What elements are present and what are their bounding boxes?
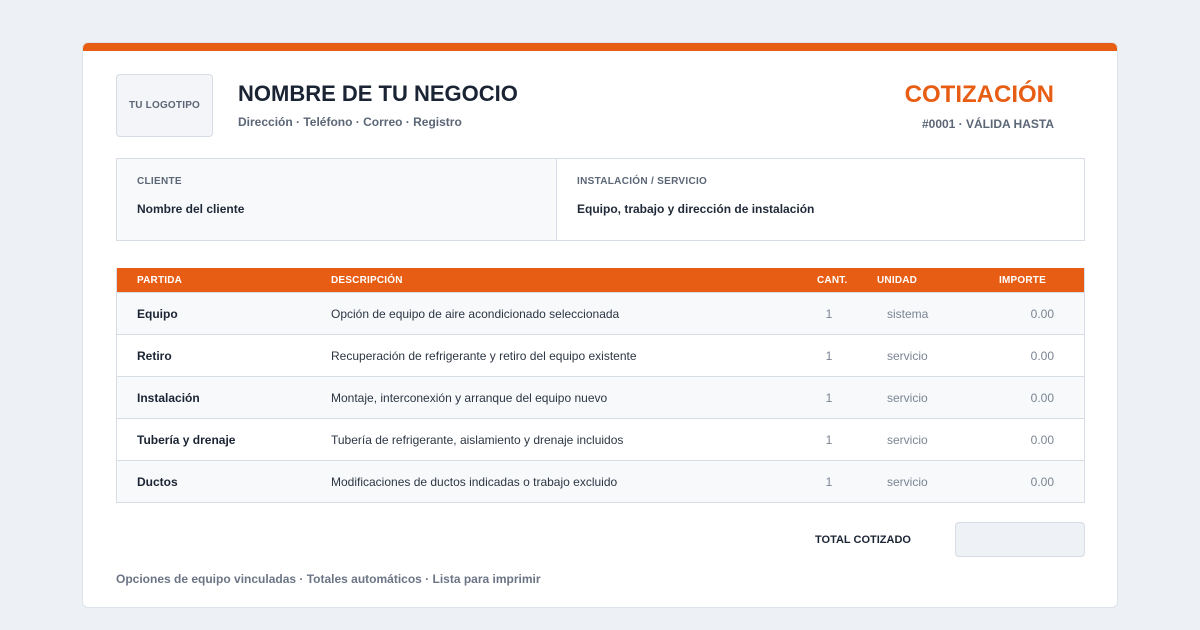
- row-item[interactable]: Tubería y drenaje: [137, 433, 236, 447]
- row-qty[interactable]: 1: [825, 391, 833, 405]
- row-description[interactable]: Modificaciones de ductos indicadas o trabajo excluido: [331, 475, 618, 489]
- row-unit[interactable]: servicio: [887, 391, 928, 405]
- header-description: DESCRIPCIÓN: [331, 275, 403, 286]
- total-label: TOTAL COTIZADO: [815, 534, 911, 546]
- row-item[interactable]: Retiro: [137, 349, 172, 363]
- header-qty: CANT.: [817, 275, 848, 286]
- row-qty[interactable]: 1: [825, 307, 833, 321]
- row-qty[interactable]: 1: [825, 475, 833, 489]
- row-item[interactable]: Equipo: [137, 307, 178, 321]
- header-item: PARTIDA: [137, 275, 183, 286]
- row-description[interactable]: Montaje, interconexión y arranque del equipo nuevo: [331, 391, 608, 405]
- row-unit[interactable]: sistema: [887, 307, 929, 321]
- client-name-field[interactable]: Nombre del cliente: [137, 202, 245, 216]
- row-qty[interactable]: 1: [825, 349, 833, 363]
- client-cell: [117, 159, 557, 240]
- business-name[interactable]: NOMBRE DE TU NEGOCIO: [238, 81, 518, 106]
- row-unit[interactable]: servicio: [887, 349, 928, 363]
- footer-note: Opciones de equipo vinculadas · Totales automáticos · Lista para imprimir: [116, 572, 541, 586]
- client-label: CLIENTE: [137, 176, 182, 187]
- row-item[interactable]: Instalación: [137, 391, 200, 405]
- row-description[interactable]: Opción de equipo de aire acondicionado seleccionada: [331, 307, 620, 321]
- business-meta[interactable]: Dirección · Teléfono · Correo · Registro: [238, 115, 462, 129]
- table-row: [117, 334, 1084, 376]
- row-qty[interactable]: 1: [825, 433, 833, 447]
- quote-card: [82, 42, 1118, 608]
- row-unit[interactable]: servicio: [887, 433, 928, 447]
- table-row: [117, 460, 1084, 502]
- line-items-table: [116, 268, 1085, 503]
- row-amount[interactable]: 0.00: [1030, 475, 1054, 489]
- document-title: COTIZACIÓN: [904, 81, 1054, 108]
- table-row: [117, 376, 1084, 418]
- header-unit: UNIDAD: [877, 275, 918, 286]
- table-row: [117, 292, 1084, 334]
- row-item[interactable]: Ductos: [137, 475, 178, 489]
- accent-bar: [83, 43, 1117, 51]
- info-section: [116, 158, 1085, 241]
- service-label: INSTALACIÓN / SERVICIO: [577, 176, 708, 187]
- logo-placeholder[interactable]: TU LOGOTIPO: [116, 74, 213, 137]
- row-amount[interactable]: 0.00: [1030, 433, 1054, 447]
- table-header: [117, 268, 1084, 292]
- row-unit[interactable]: servicio: [887, 475, 928, 489]
- row-amount[interactable]: 0.00: [1030, 307, 1054, 321]
- table-body: [117, 292, 1084, 502]
- total-value-field[interactable]: [955, 522, 1085, 557]
- row-description[interactable]: Tubería de refrigerante, aislamiento y drenaje incluidos: [331, 433, 624, 447]
- row-description[interactable]: Recuperación de refrigerante y retiro del equipo existente: [331, 349, 637, 363]
- table-row: [117, 418, 1084, 460]
- service-details-field[interactable]: Equipo, trabajo y dirección de instalación: [577, 202, 815, 216]
- document-number-validity[interactable]: #0001 · VÁLIDA HASTA: [921, 117, 1054, 131]
- row-amount[interactable]: 0.00: [1030, 349, 1054, 363]
- header-amount: IMPORTE: [999, 275, 1046, 286]
- service-cell: [557, 159, 1084, 240]
- row-amount[interactable]: 0.00: [1030, 391, 1054, 405]
